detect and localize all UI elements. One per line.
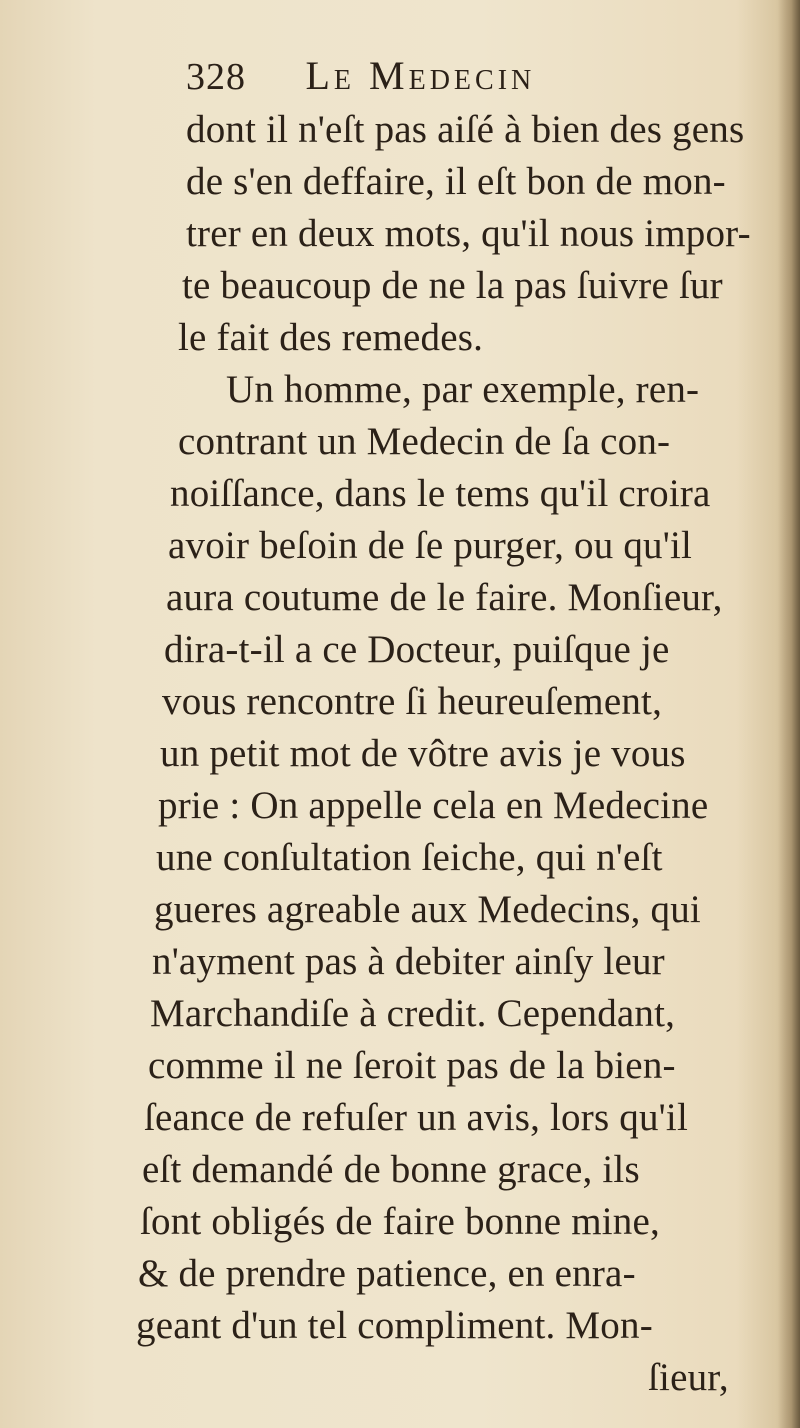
- text-line: ſont obligés de faire bonne mine,: [140, 1200, 660, 1243]
- text-line: aura coutume de le faire. Monſieur,: [166, 576, 723, 619]
- text-line: geant d'un tel compliment. Mon-: [136, 1304, 653, 1347]
- text-line: dont il n'eſt pas aiſé à bien des gens: [186, 108, 745, 151]
- text-line: le fait des remedes.: [178, 316, 484, 359]
- text-line: un petit mot de vôtre avis je vous: [160, 732, 686, 775]
- page-gutter-shadow: [778, 0, 800, 1428]
- text-line: Marchandiſe à credit. Cependant,: [150, 992, 676, 1035]
- text-line: une conſultation ſeiche, qui n'eſt: [156, 836, 663, 879]
- page-number: 328: [186, 56, 246, 98]
- text-line: ſeance de refuſer un avis, lors qu'il: [144, 1096, 688, 1139]
- text-line: & de prendre patience, en enra-: [138, 1252, 636, 1295]
- text-line: eſt demandé de bonne grace, ils: [142, 1148, 640, 1191]
- text-line: noiſſance, dans le tems qu'il croira: [170, 472, 711, 515]
- text-line: te beaucoup de ne la pas ſuivre ſur: [182, 264, 723, 307]
- text-line: vous rencontre ſi heureuſement,: [162, 680, 663, 723]
- text-line: n'ayment pas à debiter ainſy leur: [152, 940, 665, 983]
- running-title: Le Medecin: [305, 53, 536, 98]
- text-line: contrant un Medecin de ſa con-: [178, 420, 671, 463]
- text-line: trer en deux mots, qu'il nous impor-: [186, 212, 751, 255]
- text-line: comme il ne ſeroit pas de la bien-: [148, 1044, 676, 1087]
- text-line: dira-t-il a ce Docteur, puiſque je: [164, 628, 670, 671]
- text-line: gueres agreable aux Medecins, qui: [154, 888, 701, 931]
- text-line: de s'en deffaire, il eſt bon de mon-: [186, 160, 726, 203]
- text-line: Un homme, par exemple, ren-: [226, 368, 700, 411]
- text-line: prie : On appelle cela en Medecine: [158, 784, 709, 827]
- text-line: avoir beſoin de ſe purger, ou qu'il: [168, 524, 693, 567]
- running-head: [186, 48, 666, 104]
- text-line: ſieur,: [648, 1356, 729, 1399]
